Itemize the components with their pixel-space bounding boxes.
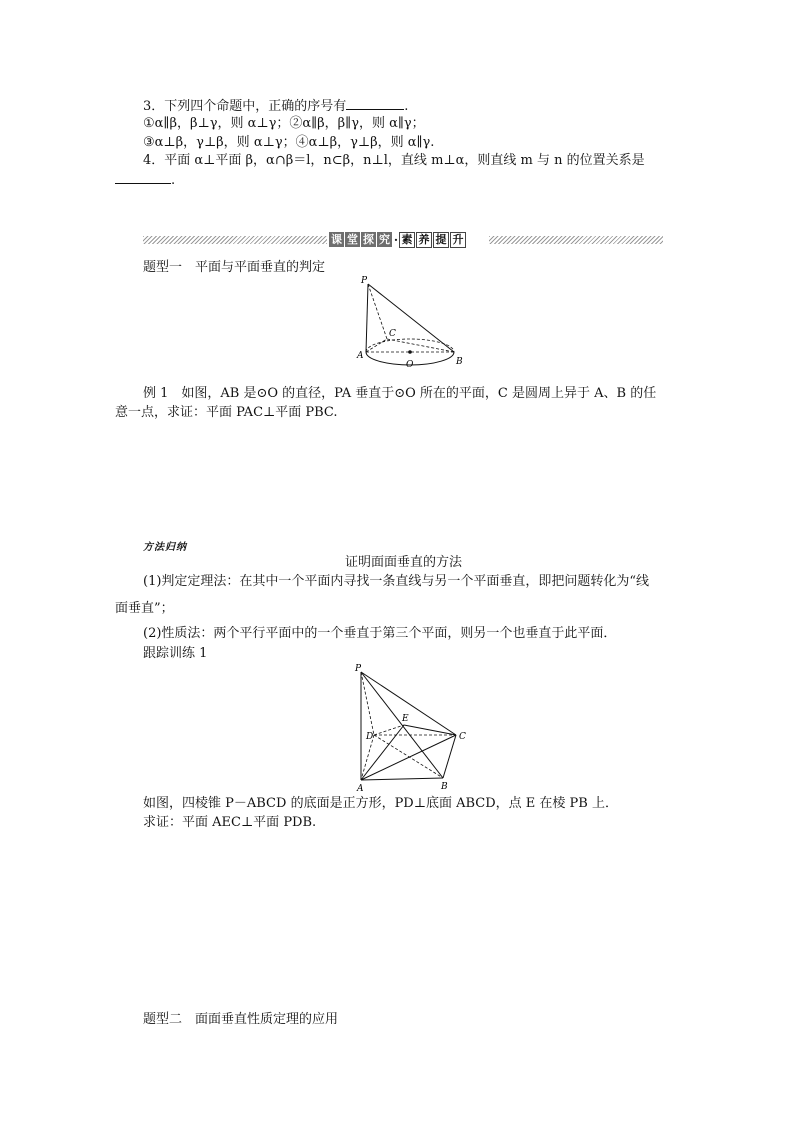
- question-3-options-line-1: ①α∥β，β⊥γ，则 α⊥γ；②α∥β，β∥γ，则 α∥γ；: [143, 116, 425, 131]
- banner-char: 究: [379, 233, 390, 246]
- label-P: P: [361, 276, 368, 286]
- question-3-text: 3．下列四个命题中，正确的序号有: [143, 99, 347, 114]
- label-P: P: [355, 664, 362, 674]
- label-D: D: [366, 732, 374, 742]
- question-4: 4．平面 α⊥平面 β，α∩β＝l，n⊂β，n⊥l，直线 m⊥α，则直线 m 与 n 的位置关系是: [143, 153, 645, 168]
- question-3-options-line-2: ③α⊥β，γ⊥β，则 α⊥γ；④α⊥β，γ⊥β，则 α∥γ.: [143, 135, 435, 150]
- practice-1-line-2: 求证：平面 AEC⊥平面 PDB.: [143, 815, 317, 830]
- section-banner: [329, 231, 467, 248]
- edge-PD: [361, 672, 374, 735]
- edge-AB: [361, 778, 443, 780]
- label-A: A: [357, 784, 364, 792]
- edge-AC: [361, 735, 456, 780]
- banner-char: 升: [450, 232, 466, 248]
- line-PA: [366, 284, 368, 352]
- answer-blank: [115, 171, 171, 184]
- figure-1-diagram: [350, 272, 470, 372]
- label-O: O: [406, 360, 414, 370]
- label-C: C: [459, 732, 466, 742]
- label-C: C: [389, 329, 396, 339]
- banner-char: 提: [433, 232, 449, 248]
- section-2-title: 题型二 面面垂直性质定理的应用: [143, 1012, 339, 1027]
- label-B: B: [441, 782, 448, 792]
- line-AC: [366, 339, 387, 352]
- banner-hatch-right: [489, 236, 663, 244]
- center-point-O: [408, 350, 412, 354]
- method-item-2: (2)性质法：两个平行平面中的一个垂直于第三个平面，则另一个也垂直于此平面．: [143, 626, 617, 641]
- practice-1-title: 跟踪训练 1: [143, 646, 208, 661]
- banner-char: 堂: [347, 233, 358, 246]
- method-item-1-line-2: 面垂直”；: [115, 601, 174, 616]
- banner-char: 课: [331, 233, 342, 246]
- question-4-continuation: [115, 171, 175, 190]
- example-1-line-2: 意一点，求证：平面 PAC⊥平面 PBC.: [115, 405, 338, 420]
- section-1-title: 题型一 平面与平面垂直的判定: [143, 260, 326, 275]
- question-3-end: .: [404, 99, 409, 114]
- banner-char: 素: [399, 232, 415, 248]
- banner-hatch-left: [143, 236, 327, 244]
- label-A: A: [357, 351, 364, 361]
- banner-char: 探: [363, 233, 374, 246]
- line-PB: [368, 284, 454, 352]
- line-CB: [387, 339, 454, 352]
- figure-2-diagram: [350, 662, 480, 792]
- label-B: B: [456, 357, 463, 367]
- label-E: E: [402, 714, 409, 724]
- answer-blank: [346, 97, 404, 110]
- line-PC: [368, 284, 387, 339]
- practice-1-line-1: 如图，四棱锥 P－ABCD 的底面是正方形，PD⊥底面 ABCD，点 E 在棱 PB 上．: [143, 796, 618, 811]
- question-3: [143, 97, 408, 116]
- question-4-end: .: [171, 173, 176, 188]
- example-1-line-1: 例 1 如图，AB 是⊙O 的直径，PA 垂直于⊙O 所在的平面，C 是圆周上异于 A、B 的任: [143, 386, 657, 401]
- banner-char: 养: [416, 232, 432, 248]
- method-item-1-line-1: (1)判定定理法：在其中一个平面内寻找一条直线与另一个平面垂直，即把问题转化为“线: [143, 574, 650, 589]
- method-title: 证明面面垂直的方法: [345, 555, 463, 570]
- edge-BC: [443, 735, 456, 778]
- banner-separator: ·: [393, 232, 399, 247]
- edge-DB: [374, 735, 443, 778]
- method-tag: 方法归纳: [143, 542, 187, 553]
- edge-PB: [361, 672, 443, 778]
